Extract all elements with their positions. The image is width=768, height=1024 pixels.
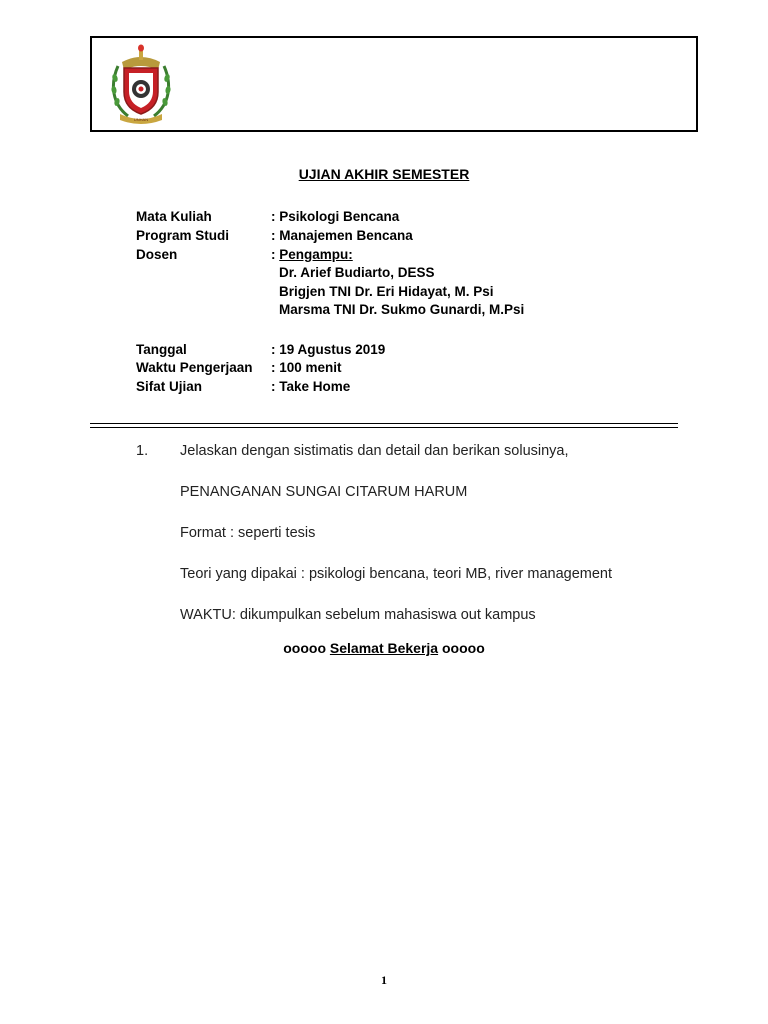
header-box xyxy=(90,36,698,132)
page-title: UJIAN AKHIR SEMESTER xyxy=(298,166,470,182)
question-line: Jelaskan dengan sistimatis dan detail dan berikan solusinya, xyxy=(180,443,569,459)
lecturer-prefix: : xyxy=(271,247,280,262)
closing-prefix: ooooo xyxy=(283,640,330,656)
closing-line xyxy=(0,640,768,656)
question-line: PENANGANAN SUNGAI CITARUM HARUM xyxy=(180,484,468,500)
closing-text: Selamat Bekerja xyxy=(329,640,439,656)
duration-value: : 100 menit xyxy=(271,360,342,375)
program-label: Program Studi xyxy=(136,228,230,243)
question-line: Teori yang dipakai : psikologi bencana, teori MB, river management xyxy=(180,566,613,582)
page-number: 1 xyxy=(381,973,387,987)
question-line: Format : seperti tesis xyxy=(180,525,316,541)
lecturer-name: Marsma TNI Dr. Sukmo Gunardi, M.Psi xyxy=(279,302,525,317)
logo-ribbon-text: UNHAN xyxy=(133,117,149,122)
question-line: WAKTU: dikumpulkan sebelum mahasiswa out kampus xyxy=(180,607,536,623)
lecturer-label: Dosen xyxy=(136,247,178,262)
lecturer-name: Brigjen TNI Dr. Eri Hidayat, M. Psi xyxy=(279,284,494,299)
program-value: : Manajemen Bencana xyxy=(271,228,413,243)
divider-bottom xyxy=(90,427,678,428)
question-number: 1. xyxy=(136,443,149,459)
course-label: Mata Kuliah xyxy=(136,209,212,224)
university-crest-icon xyxy=(108,44,174,124)
exam-type-label: Sifat Ujian xyxy=(136,379,203,394)
exam-type-value: : Take Home xyxy=(271,379,351,394)
lecturer-heading: Pengampu: xyxy=(279,247,353,262)
duration-label: Waktu Pengerjaan xyxy=(136,360,253,375)
closing-suffix: ooooo xyxy=(438,640,485,656)
divider-top xyxy=(90,423,678,424)
lecturer-value xyxy=(271,246,353,264)
lecturer-name: Dr. Arief Budiarto, DESS xyxy=(279,265,435,280)
date-label: Tanggal xyxy=(136,342,187,357)
date-value: : 19 Agustus 2019 xyxy=(271,342,386,357)
course-value: : Psikologi Bencana xyxy=(271,209,400,224)
